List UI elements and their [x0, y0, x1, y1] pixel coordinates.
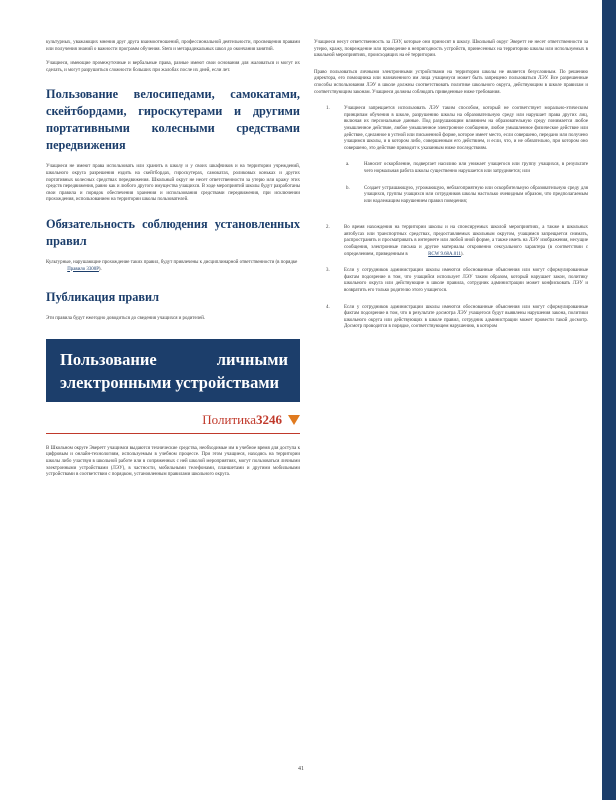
section-body-rules-publication: Эти правила будут ежегодно доводиться до сведения учащихся и родителей. — [46, 316, 206, 322]
policy-label — [202, 412, 282, 428]
right-intro-paragraph-1: Учащиеся несут ответственность за ЛЭУ, которые они приносят в школу. Школьный округ Эверетт не несет ответственности за утерю, кражу, повреждение или проведение в непригодность устройств, принесенных на территорию школы или используемых в школьной мероприятиях, происходящих на её территории. — [314, 40, 588, 59]
list-item-number: 3. — [326, 268, 330, 274]
sub-list-item-text: Создает устрашающую, угрожающую, неблагоприятную или оскорбительную образовательную среду для учащихся, группы учащихся или сотрудников школы настолько очевидным образом, что предполагаемым или надлежащим нарушением правил поведения; — [364, 185, 588, 204]
list-item-body — [344, 106, 588, 215]
list-item-number: 1. — [326, 106, 330, 112]
list-item — [314, 305, 588, 331]
page-edge-bar — [602, 0, 616, 800]
policy-banner-title: Пользование личными электронными устройствами — [60, 349, 288, 392]
list-item-number: 2. — [326, 225, 330, 231]
rules-compliance-tail: ). — [98, 266, 102, 272]
policy-number-row — [46, 412, 300, 428]
section-heading-wheeled-transport: Пользование велосипедами, самокатами, скейтбордами, гироскутерами и другими портативными колесными средствами передвижения — [46, 87, 300, 153]
rcw-9-68a-011-link[interactable]: RCW 9.68A.011 — [428, 251, 461, 257]
down-arrow-icon — [288, 415, 300, 425]
policy-banner — [46, 339, 300, 402]
list-item — [314, 225, 588, 258]
sub-list — [344, 162, 588, 205]
list-item-text: Учащиеся запрещается использовать ЛЭУ таким способом, который не соответствует морально-этическим принципам обучения в школе, разрушению школы на образовательную среду или нарушает права других лиц, включая их персональные данные. Под разрушающим влиянием на образовательную среду понимается любое умышленное действие, любое умышленное электронное сообщение, любое умышленное физическое действие или действие, сделанное в устной или письменной форме, которое имеет место, если совершено, передано или получено учащимся школы, и в котором либо, совершенным его действием, и если, что, и не обязательно, при котором оно совершено, это действие приводит к указанным ниже последствиям. — [344, 106, 588, 151]
section-heading-rules-publication: Публикация правил — [46, 290, 160, 305]
list-item-tail: ). — [460, 251, 464, 257]
list-item-text: Во время нахождения на территории школы и на спонсируемых школой мероприятиях, а также в школьных автобусах или транспортных средствах, предоставляемых школьным округом, учащимся запрещается снимать, распространять и просматривать в интернете или любой иной форме, а также иметь на ЛЭУ изображения, несущие сообщения, электронные письма и другие материалы откровенно сексуального характера (в соответствии с определением, приведенным в — [344, 225, 588, 257]
list-item-body — [344, 268, 588, 294]
policy-intro-paragraph: В Школьном округе Эверетт учащимся выдаются технические средства, необходимые им в учебное время для доступа к цифровым и онлайн-технологиям, используемым в учебном процессе. При этом учащиеся, находясь на территории школы либо участвуя в школьной работе или в сопряженных с ней школой мероприятиях, могут пользоваться личными электронными устройствами (ЛЭУ), в частности, мобильными телефонами, планшетами и другими мобильными устройствами в соответствии с порядком, установленным правилами школьного округа. — [46, 445, 300, 478]
list-item — [314, 106, 588, 215]
section-heading-rules-compliance: Обязательность соблюдения установленных правил — [46, 216, 300, 248]
list-item-text: Если у сотрудников администрации школы имеются обоснованные объяснения или могут сформулированные фактам подозрение в том, что учащийся использует ЛЭУ таким образом, который нарушает закон, политику школьного округа или действующие в школе правила, сотрудник администрации может конфисковать ЛЭУ и возвратить его только родителю этого учащегося. — [344, 268, 588, 294]
policy-number: 3246 — [256, 411, 282, 427]
rules-compliance-paragraph — [46, 260, 300, 273]
right-intro-paragraph-2: Право пользоваться личными электронными устройствами на территории школы не является безусловным. По решению директора, его помощника или назначенного им лица учащемуся может быть запрещено пользоваться ЛЭУ. Все разрешенные способы использования ЛЭУ в школе должны соответствовать политике школьного округа, действующим в школе правилам и соответствующим законам. Учащиеся должны соблюдать приведенные ниже требования. — [314, 69, 588, 95]
policy-prefix: Политика — [202, 411, 256, 427]
list-item-text: Если у сотрудников администрации школы имеются обоснованные объяснения или могут сформулированные фактам подозрение в том, что в результате досмотра ЛЭУ учащегося будут выявлены нарушения закона, политики школьного округа или действующих в школе правил, сотрудник администрации может провести такой досмотр. Досмотр проводится в порядке, соответствующем нарушению, в котором — [344, 304, 588, 330]
section-body-wheeled-transport: Учащиеся не имеют права использовать или хранить в школу и у своих шкафчиков и на территории учреждений, школьного округа разрешения ездить на скейтбордах, гироскутерах, самокатах, роликовых коньках и других портативных колесных средствах передвижения. Школьный округ не несет ответственности за утерю или кражу этих средств передвижения, равно как и любого другого имущества учащихся. В ходе мероприятий школы будут разработаны свои правила и порядок обеспечения хранения и использования средствами передвижения, при исключении прохождения, использованием на территории школы пользователей. — [46, 164, 300, 203]
left-column — [46, 40, 300, 487]
left-intro-paragraph-2: Учащиеся, имеющие промежуточные и вербальные права, разные имеют свои основания для жаловаться и могут их сделать, и могут разрушиться сложности больших при жалобах после их дней, если лет. — [46, 61, 300, 73]
list-item-body — [344, 305, 588, 331]
sub-list-item-text: Наносит оскорбление, подвергает насилию или унижает учащегося или группу учащихся, в результате чего нормальная работа школы существенно нарушается или затрудняется; или — [364, 162, 588, 174]
list-item — [314, 268, 588, 294]
list-item-number: 4. — [326, 304, 330, 310]
sub-list-item — [344, 186, 588, 206]
sub-list-item — [344, 162, 588, 175]
policy-divider — [46, 433, 300, 434]
page-number: 41 — [298, 766, 304, 772]
left-intro-paragraph-1: культурных, уважающих мнения друг друга взаимоотношений, профессиональной деятельности, просвещения правами или получения знаний о важности программ обучения. Stem и метарадикальных школ до окончания занятий. — [46, 40, 300, 52]
requirements-list — [314, 106, 588, 331]
sub-list-item-letter: a. — [346, 162, 350, 168]
list-item-body — [344, 225, 588, 258]
right-column — [314, 40, 588, 341]
sub-list-item-letter: b. — [346, 185, 350, 191]
rules-compliance-text: Культурные, нарушающие прохождение таких правил, будут привлечены к дисциплинарной ответственности (в порядке — [46, 259, 298, 265]
policy-3300p-link[interactable]: Правило 3300P — [67, 266, 99, 272]
